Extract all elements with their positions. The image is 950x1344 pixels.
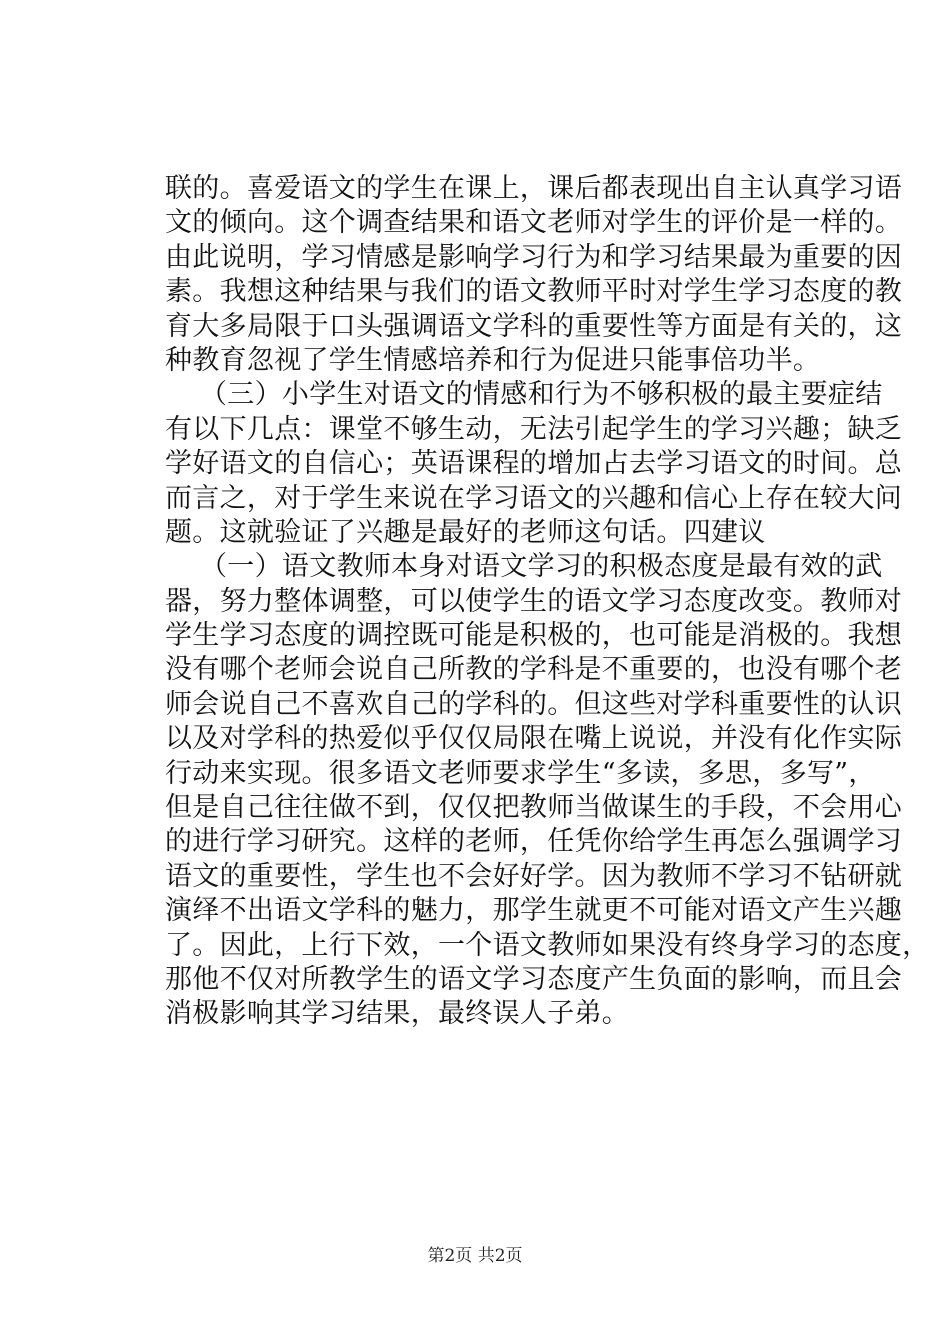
paragraph-start-line: （一）语文教师本身对语文学习的积极态度是最有效的武 — [200, 551, 883, 583]
paragraph-start-line: （三）小学生对语文的情感和行为不够积极的最主要症结 — [200, 379, 883, 411]
text-line: 联的。喜爱语文的学生在课上，课后都表现出自主认真学习语 — [165, 173, 903, 204]
text-line: 消极影响其学习结果，最终误人子弟。 — [165, 998, 630, 1030]
text-line: 学好语文的自信心；英语课程的增加占去学习语文的时间。总 — [165, 448, 903, 480]
text-line: 素。我想这种结果与我们的语文教师平时对学生学习态度的教 — [165, 276, 903, 308]
page-footer — [0, 1241, 950, 1266]
text-line: 学生学习态度的调控既可能是积极的，也可能是消极的。我想 — [165, 620, 903, 652]
text-line: 但是自己往往做不到，仅仅把教师当做谋生的手段，不会用心 — [165, 792, 903, 824]
text-line: 有以下几点：课堂不够生动，无法引起学生的学习兴趣；缺乏 — [165, 413, 903, 445]
text-line: 的进行学习研究。这样的老师，任凭你给学生再怎么强调学习 — [165, 826, 903, 858]
page-number-label: 第2页 共2页 — [427, 1246, 523, 1266]
text-line: 器，努力整体调整，可以使学生的语文学习态度改变。教师对 — [165, 585, 903, 617]
text-line: 种教育忽视了学生情感培养和行为促进只能事倍功半。 — [165, 344, 821, 376]
text-line: 以及对学科的热爱似乎仅仅局限在嘴上说说，并没有化作实际 — [165, 723, 903, 755]
text-line: 由此说明，学习情感是影响学习行为和学习结果最为重要的因 — [165, 241, 903, 273]
text-line: 那他不仅对所教学生的语文学习态度产生负面的影响，而且会 — [165, 963, 903, 995]
text-line: 了。因此，上行下效，一个语文教师如果没有终身学习的态度， — [165, 929, 930, 961]
text-line: 演绎不出语文学科的魅力，那学生就更不可能对语文产生兴趣 — [165, 895, 903, 927]
document-body — [165, 172, 930, 1032]
text-line: 行动来实现。很多语文老师要求学生“多读，多思，多写”， — [165, 757, 876, 789]
text-line: 题。这就验证了兴趣是最好的老师这句话。四建议 — [165, 516, 766, 548]
text-line: 没有哪个老师会说自己所教的学科是不重要的，也没有哪个老 — [165, 654, 903, 686]
text-line: 语文的重要性，学生也不会好好学。因为教师不学习不钻研就 — [165, 860, 903, 892]
text-line: 师会说自己不喜欢自己的学科的。但这些对学科重要性的认识 — [165, 688, 903, 720]
text-line: 而言之，对于学生来说在学习语文的兴趣和信心上存在较大问 — [165, 482, 903, 514]
text-line: 文的倾向。这个调查结果和语文老师对学生的评价是一样的。 — [165, 207, 903, 239]
text-line: 育大多局限于口头强调语文学科的重要性等方面是有关的，这 — [165, 310, 903, 342]
